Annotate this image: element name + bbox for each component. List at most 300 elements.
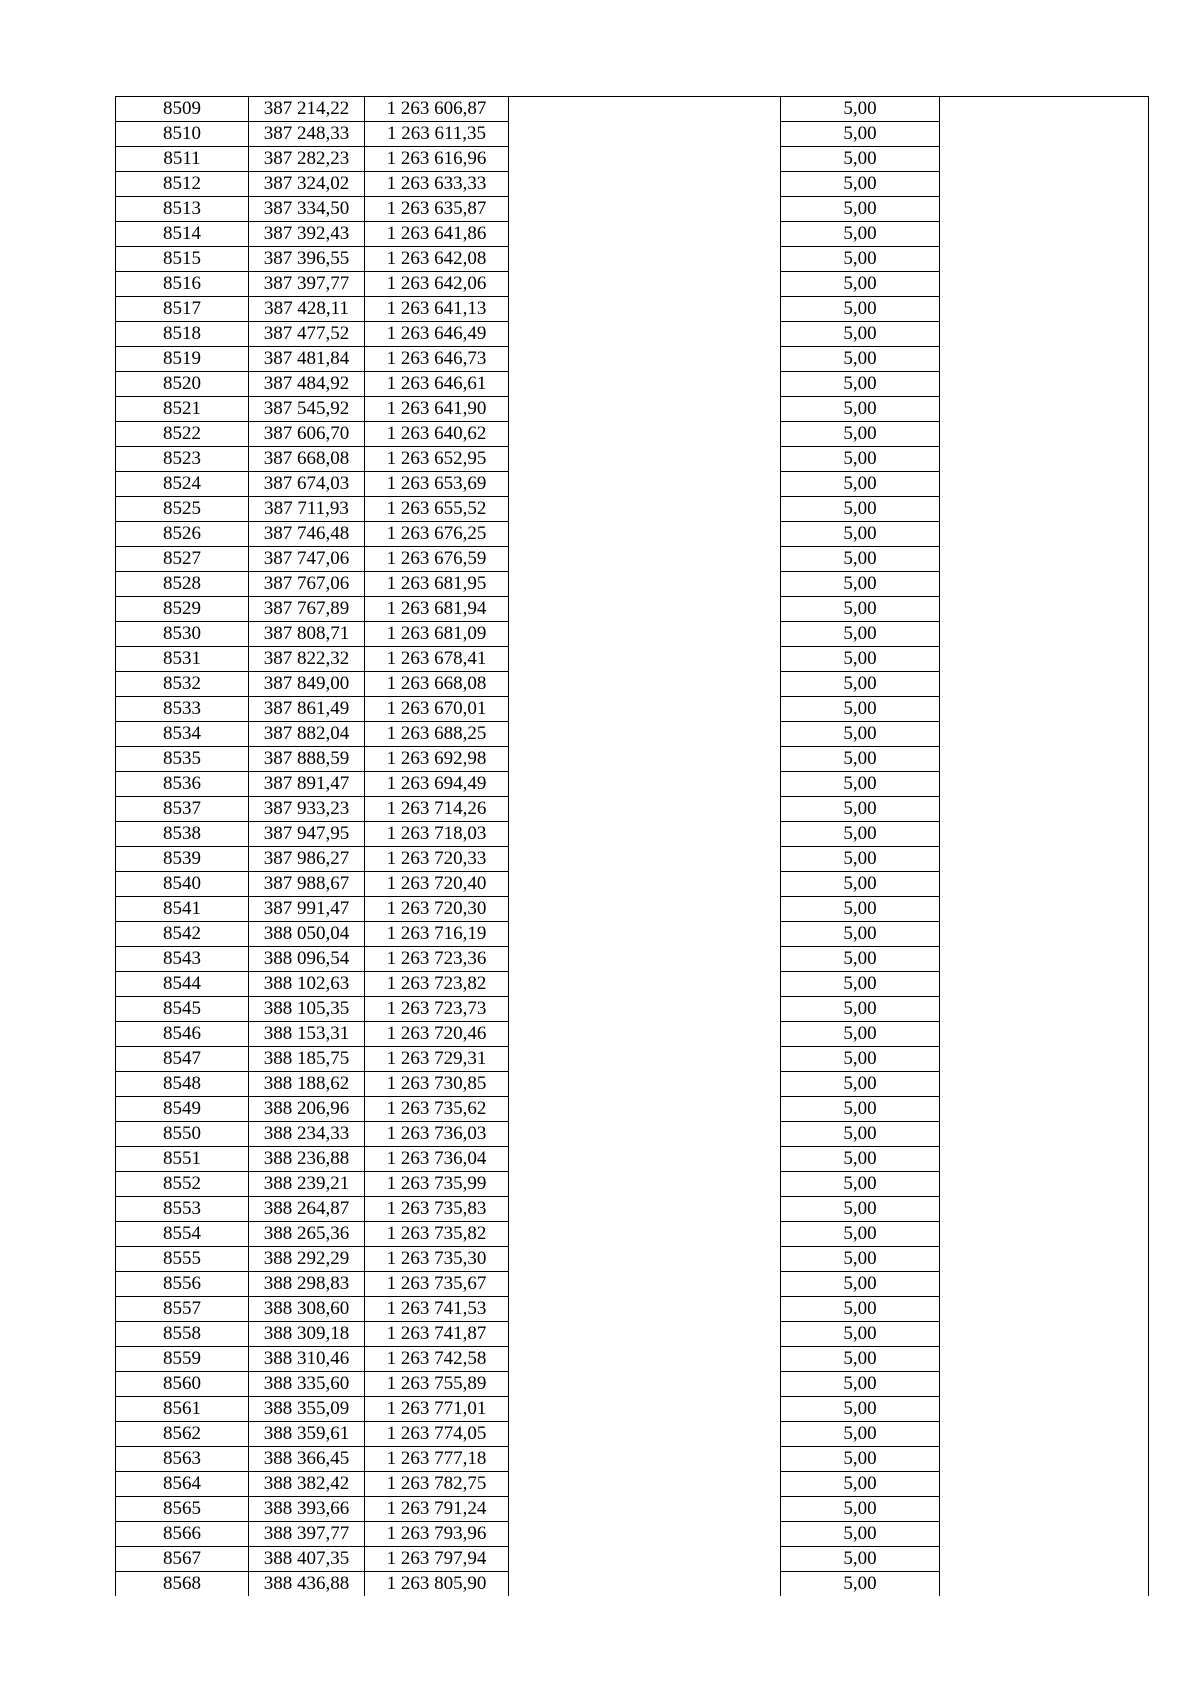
table-row bbox=[116, 547, 1149, 572]
blank-cell bbox=[509, 797, 781, 822]
blank-cell bbox=[509, 1222, 781, 1247]
point-number-cell: 8564 bbox=[116, 1472, 249, 1497]
notes-cell bbox=[940, 1072, 1149, 1097]
y-coordinate-cell: 1 263 735,62 bbox=[365, 1097, 509, 1122]
notes-cell bbox=[940, 1022, 1149, 1047]
x-coordinate-cell: 387 747,06 bbox=[249, 547, 365, 572]
x-coordinate-cell: 388 050,04 bbox=[249, 922, 365, 947]
value-cell: 5,00 bbox=[781, 472, 940, 497]
table-row bbox=[116, 197, 1149, 222]
point-number-cell: 8558 bbox=[116, 1322, 249, 1347]
value-cell: 5,00 bbox=[781, 297, 940, 322]
point-number-cell: 8534 bbox=[116, 722, 249, 747]
table-row bbox=[116, 1422, 1149, 1447]
point-number-cell: 8549 bbox=[116, 1097, 249, 1122]
y-coordinate-cell: 1 263 606,87 bbox=[365, 97, 509, 122]
y-coordinate-cell: 1 263 641,90 bbox=[365, 397, 509, 422]
table-row bbox=[116, 1047, 1149, 1072]
notes-cell bbox=[940, 472, 1149, 497]
table-row bbox=[116, 1022, 1149, 1047]
value-cell: 5,00 bbox=[781, 497, 940, 522]
y-coordinate-cell: 1 263 633,33 bbox=[365, 172, 509, 197]
notes-cell bbox=[940, 147, 1149, 172]
point-number-cell: 8559 bbox=[116, 1347, 249, 1372]
notes-cell bbox=[940, 997, 1149, 1022]
notes-cell bbox=[940, 272, 1149, 297]
point-number-cell: 8523 bbox=[116, 447, 249, 472]
table-row bbox=[116, 247, 1149, 272]
y-coordinate-cell: 1 263 670,01 bbox=[365, 697, 509, 722]
x-coordinate-cell: 387 882,04 bbox=[249, 722, 365, 747]
blank-cell bbox=[509, 997, 781, 1022]
y-coordinate-cell: 1 263 735,30 bbox=[365, 1247, 509, 1272]
table-row bbox=[116, 1147, 1149, 1172]
point-number-cell: 8531 bbox=[116, 647, 249, 672]
value-cell: 5,00 bbox=[781, 1222, 940, 1247]
x-coordinate-cell: 387 861,49 bbox=[249, 697, 365, 722]
value-cell: 5,00 bbox=[781, 1422, 940, 1447]
x-coordinate-cell: 387 392,43 bbox=[249, 222, 365, 247]
blank-cell bbox=[509, 572, 781, 597]
point-number-cell: 8516 bbox=[116, 272, 249, 297]
point-number-cell: 8539 bbox=[116, 847, 249, 872]
table-row bbox=[116, 772, 1149, 797]
value-cell: 5,00 bbox=[781, 397, 940, 422]
notes-cell bbox=[940, 422, 1149, 447]
x-coordinate-cell: 388 239,21 bbox=[249, 1172, 365, 1197]
y-coordinate-cell: 1 263 720,33 bbox=[365, 847, 509, 872]
point-number-cell: 8515 bbox=[116, 247, 249, 272]
point-number-cell: 8538 bbox=[116, 822, 249, 847]
point-number-cell: 8525 bbox=[116, 497, 249, 522]
y-coordinate-cell: 1 263 805,90 bbox=[365, 1572, 509, 1597]
notes-cell bbox=[940, 897, 1149, 922]
y-coordinate-cell: 1 263 642,06 bbox=[365, 272, 509, 297]
blank-cell bbox=[509, 822, 781, 847]
point-number-cell: 8511 bbox=[116, 147, 249, 172]
blank-cell bbox=[509, 1022, 781, 1047]
point-number-cell: 8555 bbox=[116, 1247, 249, 1272]
point-number-cell: 8509 bbox=[116, 97, 249, 122]
blank-cell bbox=[509, 697, 781, 722]
x-coordinate-cell: 388 292,29 bbox=[249, 1247, 365, 1272]
y-coordinate-cell: 1 263 736,03 bbox=[365, 1122, 509, 1147]
table-row bbox=[116, 972, 1149, 997]
value-cell: 5,00 bbox=[781, 1522, 940, 1547]
value-cell: 5,00 bbox=[781, 1097, 940, 1122]
point-number-cell: 8553 bbox=[116, 1197, 249, 1222]
notes-cell bbox=[940, 372, 1149, 397]
notes-cell bbox=[940, 122, 1149, 147]
table-row bbox=[116, 747, 1149, 772]
point-number-cell: 8517 bbox=[116, 297, 249, 322]
x-coordinate-cell: 387 248,33 bbox=[249, 122, 365, 147]
blank-cell bbox=[509, 1247, 781, 1272]
y-coordinate-cell: 1 263 735,83 bbox=[365, 1197, 509, 1222]
y-coordinate-cell: 1 263 668,08 bbox=[365, 672, 509, 697]
value-cell: 5,00 bbox=[781, 172, 940, 197]
table-row bbox=[116, 1497, 1149, 1522]
notes-cell bbox=[940, 672, 1149, 697]
point-number-cell: 8514 bbox=[116, 222, 249, 247]
x-coordinate-cell: 388 234,33 bbox=[249, 1122, 365, 1147]
value-cell: 5,00 bbox=[781, 272, 940, 297]
notes-cell bbox=[940, 747, 1149, 772]
blank-cell bbox=[509, 172, 781, 197]
blank-cell bbox=[509, 247, 781, 272]
value-cell: 5,00 bbox=[781, 1122, 940, 1147]
blank-cell bbox=[509, 647, 781, 672]
blank-cell bbox=[509, 1447, 781, 1472]
notes-cell bbox=[940, 97, 1149, 122]
value-cell: 5,00 bbox=[781, 1022, 940, 1047]
table-row bbox=[116, 1122, 1149, 1147]
x-coordinate-cell: 388 436,88 bbox=[249, 1572, 365, 1597]
notes-cell bbox=[940, 197, 1149, 222]
value-cell: 5,00 bbox=[781, 1272, 940, 1297]
value-cell: 5,00 bbox=[781, 997, 940, 1022]
blank-cell bbox=[509, 1472, 781, 1497]
table-row bbox=[116, 172, 1149, 197]
x-coordinate-cell: 387 888,59 bbox=[249, 747, 365, 772]
x-coordinate-cell: 387 397,77 bbox=[249, 272, 365, 297]
notes-cell bbox=[940, 447, 1149, 472]
point-number-cell: 8524 bbox=[116, 472, 249, 497]
table-row bbox=[116, 647, 1149, 672]
table-row bbox=[116, 1172, 1149, 1197]
value-cell: 5,00 bbox=[781, 972, 940, 997]
point-number-cell: 8565 bbox=[116, 1497, 249, 1522]
blank-cell bbox=[509, 722, 781, 747]
blank-cell bbox=[509, 322, 781, 347]
table-row bbox=[116, 497, 1149, 522]
x-coordinate-cell: 388 355,09 bbox=[249, 1397, 365, 1422]
blank-cell bbox=[509, 497, 781, 522]
y-coordinate-cell: 1 263 635,87 bbox=[365, 197, 509, 222]
blank-cell bbox=[509, 1172, 781, 1197]
y-coordinate-cell: 1 263 694,49 bbox=[365, 772, 509, 797]
point-number-cell: 8512 bbox=[116, 172, 249, 197]
blank-cell bbox=[509, 872, 781, 897]
point-number-cell: 8520 bbox=[116, 372, 249, 397]
y-coordinate-cell: 1 263 641,86 bbox=[365, 222, 509, 247]
blank-cell bbox=[509, 1322, 781, 1347]
blank-cell bbox=[509, 972, 781, 997]
x-coordinate-cell: 387 477,52 bbox=[249, 322, 365, 347]
blank-cell bbox=[509, 1047, 781, 1072]
table-row bbox=[116, 147, 1149, 172]
notes-cell bbox=[940, 1147, 1149, 1172]
blank-cell bbox=[509, 922, 781, 947]
notes-cell bbox=[940, 697, 1149, 722]
x-coordinate-cell: 388 188,62 bbox=[249, 1072, 365, 1097]
value-cell: 5,00 bbox=[781, 1397, 940, 1422]
y-coordinate-cell: 1 263 741,53 bbox=[365, 1297, 509, 1322]
value-cell: 5,00 bbox=[781, 1322, 940, 1347]
x-coordinate-cell: 387 947,95 bbox=[249, 822, 365, 847]
point-number-cell: 8536 bbox=[116, 772, 249, 797]
notes-cell bbox=[940, 397, 1149, 422]
notes-cell bbox=[940, 247, 1149, 272]
blank-cell bbox=[509, 1397, 781, 1422]
x-coordinate-cell: 387 991,47 bbox=[249, 897, 365, 922]
point-number-cell: 8560 bbox=[116, 1372, 249, 1397]
value-cell: 5,00 bbox=[781, 1347, 940, 1372]
blank-cell bbox=[509, 547, 781, 572]
x-coordinate-cell: 388 264,87 bbox=[249, 1197, 365, 1222]
y-coordinate-cell: 1 263 797,94 bbox=[365, 1547, 509, 1572]
x-coordinate-cell: 387 767,06 bbox=[249, 572, 365, 597]
x-coordinate-cell: 387 324,02 bbox=[249, 172, 365, 197]
y-coordinate-cell: 1 263 735,99 bbox=[365, 1172, 509, 1197]
notes-cell bbox=[940, 297, 1149, 322]
point-number-cell: 8519 bbox=[116, 347, 249, 372]
x-coordinate-cell: 388 236,88 bbox=[249, 1147, 365, 1172]
value-cell: 5,00 bbox=[781, 1547, 940, 1572]
blank-cell bbox=[509, 1372, 781, 1397]
coordinates-table-body bbox=[116, 97, 1149, 1597]
blank-cell bbox=[509, 272, 781, 297]
x-coordinate-cell: 388 397,77 bbox=[249, 1522, 365, 1547]
y-coordinate-cell: 1 263 714,26 bbox=[365, 797, 509, 822]
blank-cell bbox=[509, 97, 781, 122]
table-row bbox=[116, 1547, 1149, 1572]
notes-cell bbox=[940, 222, 1149, 247]
table-row bbox=[116, 422, 1149, 447]
notes-cell bbox=[940, 622, 1149, 647]
y-coordinate-cell: 1 263 782,75 bbox=[365, 1472, 509, 1497]
notes-cell bbox=[940, 572, 1149, 597]
table-row bbox=[116, 272, 1149, 297]
x-coordinate-cell: 388 366,45 bbox=[249, 1447, 365, 1472]
x-coordinate-cell: 387 746,48 bbox=[249, 522, 365, 547]
table-row bbox=[116, 1247, 1149, 1272]
value-cell: 5,00 bbox=[781, 197, 940, 222]
y-coordinate-cell: 1 263 640,62 bbox=[365, 422, 509, 447]
x-coordinate-cell: 388 096,54 bbox=[249, 947, 365, 972]
table-row bbox=[116, 897, 1149, 922]
table-row bbox=[116, 822, 1149, 847]
value-cell: 5,00 bbox=[781, 747, 940, 772]
x-coordinate-cell: 387 849,00 bbox=[249, 672, 365, 697]
x-coordinate-cell: 387 282,23 bbox=[249, 147, 365, 172]
notes-cell bbox=[940, 972, 1149, 997]
x-coordinate-cell: 387 484,92 bbox=[249, 372, 365, 397]
value-cell: 5,00 bbox=[781, 847, 940, 872]
blank-cell bbox=[509, 522, 781, 547]
x-coordinate-cell: 387 606,70 bbox=[249, 422, 365, 447]
notes-cell bbox=[940, 1522, 1149, 1547]
value-cell: 5,00 bbox=[781, 347, 940, 372]
point-number-cell: 8548 bbox=[116, 1072, 249, 1097]
y-coordinate-cell: 1 263 791,24 bbox=[365, 1497, 509, 1522]
notes-cell bbox=[940, 772, 1149, 797]
notes-cell bbox=[940, 1497, 1149, 1522]
y-coordinate-cell: 1 263 755,89 bbox=[365, 1372, 509, 1397]
y-coordinate-cell: 1 263 616,96 bbox=[365, 147, 509, 172]
notes-cell bbox=[940, 947, 1149, 972]
value-cell: 5,00 bbox=[781, 797, 940, 822]
y-coordinate-cell: 1 263 736,04 bbox=[365, 1147, 509, 1172]
y-coordinate-cell: 1 263 720,30 bbox=[365, 897, 509, 922]
y-coordinate-cell: 1 263 720,46 bbox=[365, 1022, 509, 1047]
y-coordinate-cell: 1 263 646,49 bbox=[365, 322, 509, 347]
table-row bbox=[116, 572, 1149, 597]
y-coordinate-cell: 1 263 681,09 bbox=[365, 622, 509, 647]
y-coordinate-cell: 1 263 652,95 bbox=[365, 447, 509, 472]
point-number-cell: 8551 bbox=[116, 1147, 249, 1172]
y-coordinate-cell: 1 263 655,52 bbox=[365, 497, 509, 522]
table-row bbox=[116, 997, 1149, 1022]
table-row bbox=[116, 222, 1149, 247]
y-coordinate-cell: 1 263 653,69 bbox=[365, 472, 509, 497]
point-number-cell: 8510 bbox=[116, 122, 249, 147]
value-cell: 5,00 bbox=[781, 822, 940, 847]
y-coordinate-cell: 1 263 735,67 bbox=[365, 1272, 509, 1297]
x-coordinate-cell: 388 298,83 bbox=[249, 1272, 365, 1297]
value-cell: 5,00 bbox=[781, 697, 940, 722]
point-number-cell: 8554 bbox=[116, 1222, 249, 1247]
table-row bbox=[116, 1072, 1149, 1097]
blank-cell bbox=[509, 372, 781, 397]
blank-cell bbox=[509, 347, 781, 372]
point-number-cell: 8533 bbox=[116, 697, 249, 722]
y-coordinate-cell: 1 263 730,85 bbox=[365, 1072, 509, 1097]
point-number-cell: 8556 bbox=[116, 1272, 249, 1297]
point-number-cell: 8537 bbox=[116, 797, 249, 822]
x-coordinate-cell: 387 396,55 bbox=[249, 247, 365, 272]
blank-cell bbox=[509, 672, 781, 697]
point-number-cell: 8557 bbox=[116, 1297, 249, 1322]
x-coordinate-cell: 388 393,66 bbox=[249, 1497, 365, 1522]
x-coordinate-cell: 387 334,50 bbox=[249, 197, 365, 222]
table-row bbox=[116, 122, 1149, 147]
value-cell: 5,00 bbox=[781, 1172, 940, 1197]
value-cell: 5,00 bbox=[781, 722, 940, 747]
x-coordinate-cell: 387 933,23 bbox=[249, 797, 365, 822]
value-cell: 5,00 bbox=[781, 872, 940, 897]
x-coordinate-cell: 388 407,35 bbox=[249, 1547, 365, 1572]
blank-cell bbox=[509, 1147, 781, 1172]
blank-cell bbox=[509, 197, 781, 222]
notes-cell bbox=[940, 1222, 1149, 1247]
table-row bbox=[116, 1197, 1149, 1222]
x-coordinate-cell: 387 767,89 bbox=[249, 597, 365, 622]
table-row bbox=[116, 797, 1149, 822]
y-coordinate-cell: 1 263 793,96 bbox=[365, 1522, 509, 1547]
notes-cell bbox=[940, 1297, 1149, 1322]
blank-cell bbox=[509, 1347, 781, 1372]
point-number-cell: 8546 bbox=[116, 1022, 249, 1047]
notes-cell bbox=[940, 347, 1149, 372]
notes-cell bbox=[940, 922, 1149, 947]
value-cell: 5,00 bbox=[781, 1147, 940, 1172]
notes-cell bbox=[940, 1272, 1149, 1297]
y-coordinate-cell: 1 263 741,87 bbox=[365, 1322, 509, 1347]
x-coordinate-cell: 387 891,47 bbox=[249, 772, 365, 797]
value-cell: 5,00 bbox=[781, 372, 940, 397]
x-coordinate-cell: 387 808,71 bbox=[249, 622, 365, 647]
point-number-cell: 8540 bbox=[116, 872, 249, 897]
table-row bbox=[116, 672, 1149, 697]
notes-cell bbox=[940, 172, 1149, 197]
blank-cell bbox=[509, 222, 781, 247]
table-row bbox=[116, 97, 1149, 122]
point-number-cell: 8532 bbox=[116, 672, 249, 697]
table-row bbox=[116, 1522, 1149, 1547]
table-row bbox=[116, 297, 1149, 322]
value-cell: 5,00 bbox=[781, 897, 940, 922]
y-coordinate-cell: 1 263 646,73 bbox=[365, 347, 509, 372]
y-coordinate-cell: 1 263 735,82 bbox=[365, 1222, 509, 1247]
blank-cell bbox=[509, 1422, 781, 1447]
notes-cell bbox=[940, 1097, 1149, 1122]
x-coordinate-cell: 388 206,96 bbox=[249, 1097, 365, 1122]
x-coordinate-cell: 388 309,18 bbox=[249, 1322, 365, 1347]
table-row bbox=[116, 1572, 1149, 1597]
value-cell: 5,00 bbox=[781, 1372, 940, 1397]
y-coordinate-cell: 1 263 678,41 bbox=[365, 647, 509, 672]
notes-cell bbox=[940, 547, 1149, 572]
point-number-cell: 8518 bbox=[116, 322, 249, 347]
x-coordinate-cell: 387 988,67 bbox=[249, 872, 365, 897]
y-coordinate-cell: 1 263 777,18 bbox=[365, 1447, 509, 1472]
value-cell: 5,00 bbox=[781, 547, 940, 572]
y-coordinate-cell: 1 263 771,01 bbox=[365, 1397, 509, 1422]
value-cell: 5,00 bbox=[781, 1572, 940, 1597]
value-cell: 5,00 bbox=[781, 597, 940, 622]
notes-cell bbox=[940, 647, 1149, 672]
value-cell: 5,00 bbox=[781, 222, 940, 247]
value-cell: 5,00 bbox=[781, 422, 940, 447]
y-coordinate-cell: 1 263 692,98 bbox=[365, 747, 509, 772]
x-coordinate-cell: 387 668,08 bbox=[249, 447, 365, 472]
notes-cell bbox=[940, 872, 1149, 897]
point-number-cell: 8567 bbox=[116, 1547, 249, 1572]
table-row bbox=[116, 322, 1149, 347]
table-row bbox=[116, 1397, 1149, 1422]
point-number-cell: 8563 bbox=[116, 1447, 249, 1472]
blank-cell bbox=[509, 947, 781, 972]
x-coordinate-cell: 388 105,35 bbox=[249, 997, 365, 1022]
point-number-cell: 8527 bbox=[116, 547, 249, 572]
table-row bbox=[116, 397, 1149, 422]
value-cell: 5,00 bbox=[781, 647, 940, 672]
value-cell: 5,00 bbox=[781, 1447, 940, 1472]
point-number-cell: 8535 bbox=[116, 747, 249, 772]
y-coordinate-cell: 1 263 723,82 bbox=[365, 972, 509, 997]
table-row bbox=[116, 872, 1149, 897]
blank-cell bbox=[509, 897, 781, 922]
table-row bbox=[116, 947, 1149, 972]
notes-cell bbox=[940, 522, 1149, 547]
point-number-cell: 8521 bbox=[116, 397, 249, 422]
point-number-cell: 8542 bbox=[116, 922, 249, 947]
table-row bbox=[116, 622, 1149, 647]
notes-cell bbox=[940, 722, 1149, 747]
blank-cell bbox=[509, 597, 781, 622]
value-cell: 5,00 bbox=[781, 1247, 940, 1272]
x-coordinate-cell: 387 822,32 bbox=[249, 647, 365, 672]
value-cell: 5,00 bbox=[781, 122, 940, 147]
y-coordinate-cell: 1 263 723,73 bbox=[365, 997, 509, 1022]
notes-cell bbox=[940, 1572, 1149, 1597]
x-coordinate-cell: 387 481,84 bbox=[249, 347, 365, 372]
notes-cell bbox=[940, 797, 1149, 822]
blank-cell bbox=[509, 747, 781, 772]
value-cell: 5,00 bbox=[781, 447, 940, 472]
table-row bbox=[116, 522, 1149, 547]
